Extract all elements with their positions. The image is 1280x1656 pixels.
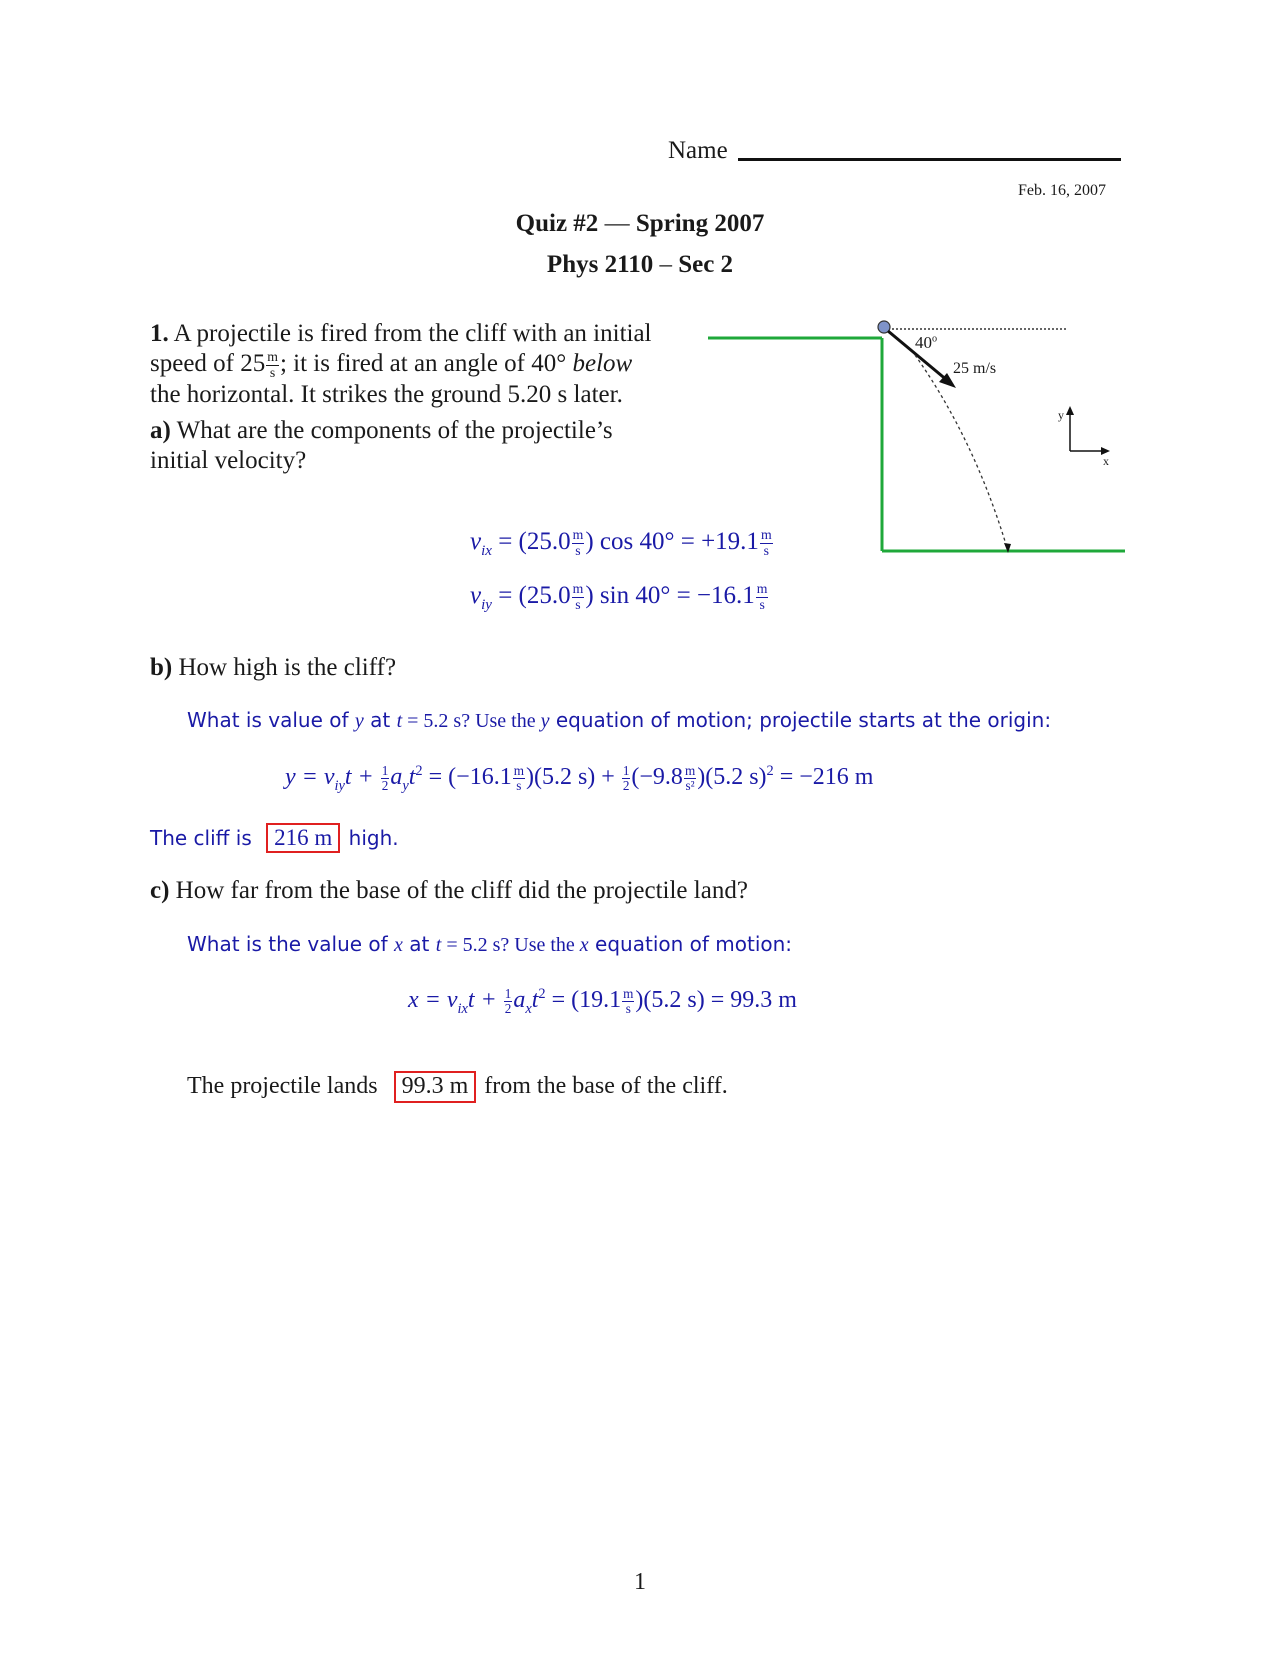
part-b-question: b) How high is the cliff? — [150, 654, 397, 681]
eq-y: $y = v_{iy}t$ + $\frac{1}{2}$ $a_yt^2 = (-16.1$ $\frac{m}{s}$ )(5.2 s) + $\frac{1}{2}$ (−9.8 $\frac{m}{\text{s²}}$ )(5.2 s)$^2$ = −216 m — [285, 763, 874, 794]
problem-statement: 1. A projectile is fired from the cliff with an initial speed of 25 $\frac{m}{s}$ ; it is fired at an angle of 40° below the horizontal. It strikes the ground 5.20 s later. — [150, 320, 652, 409]
quiz-title: Quiz #2 — Spring 2007 — [515, 210, 765, 237]
course-line: Phys 2110 – Sec 2 — [546, 251, 734, 278]
part-c-question: c) How far from the base of the cliff did the projectile land? — [150, 877, 748, 904]
y-axis-label: y — [1058, 408, 1064, 422]
speed-label: 25 m/s — [953, 360, 997, 377]
name-label: Name — [668, 137, 728, 164]
quiz-date: Feb. 16, 2007 — [1018, 182, 1106, 199]
trajectory-path — [915, 355, 1008, 551]
answer-box-height: 216 m — [266, 823, 340, 853]
eq-viy: $v_{iy} = (25.0$ $\frac{m}{s}$ ) sin 40° = −16.1 $\frac{m}{s}$ — [470, 581, 768, 613]
eq-vix: $v_{ix} = (25.0$ $\frac{m}{s}$ ) cos 40° = +19.1 $\frac{m}{s}$ — [470, 527, 772, 559]
eq-x: $x = v_{ix}t$ + $\frac{1}{2}$ $a_xt^2 = (19.1$ $\frac{m}{s}$ )(5.2 s) = 99.3 m — [408, 986, 797, 1017]
angle-label: 40$^o$ — [915, 333, 938, 352]
x-axis-label: x — [1103, 454, 1109, 468]
part-c-prompt: What is the value of x at t = 5.2 s? Use the x equation of motion: — [187, 932, 793, 956]
y-axis-arrowhead — [1066, 406, 1074, 415]
part-b-prompt: What is value of y at t = 5.2 s? Use the y equation of motion; projectile starts at the origin: — [187, 708, 1052, 732]
page-number: 1 — [634, 1569, 646, 1595]
part-c-answer: The projectile lands 99.3 m from the base of the cliff. — [187, 1071, 728, 1103]
part-a-question: a) What are the components of the projectile’s initial velocity? — [150, 417, 613, 474]
answer-box-distance: 99.3 m — [394, 1071, 477, 1103]
part-b-answer: The cliff is 216 m high. — [150, 823, 399, 853]
